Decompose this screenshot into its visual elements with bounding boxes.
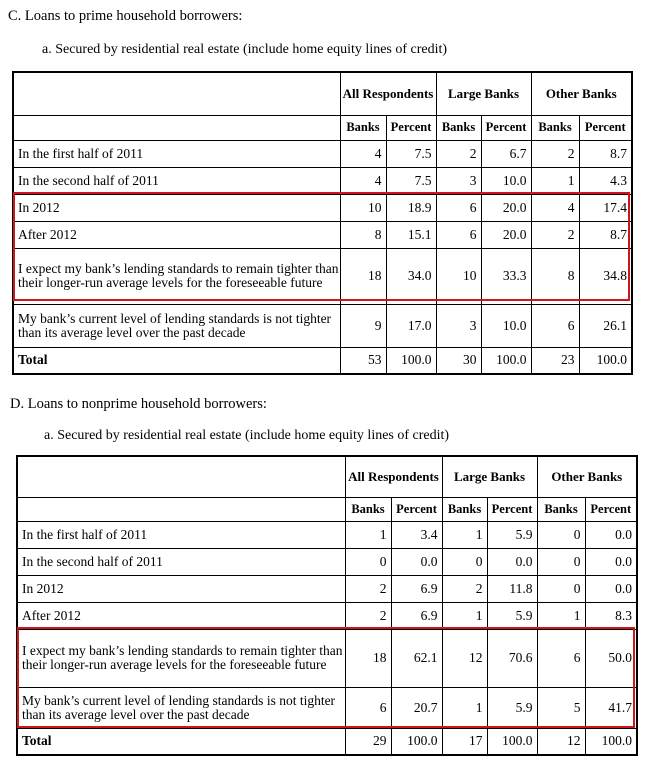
cell-value: 33.3 — [481, 248, 531, 304]
cell-value: 20.7 — [391, 687, 442, 728]
cell-value: 8 — [531, 248, 579, 304]
row-label: In the second half of 2011 — [13, 167, 340, 194]
cell-value: 100.0 — [487, 728, 537, 755]
row-label: I expect my bank’s lending standards to remain tighter than their longer-run average levels for the foreseeable future — [17, 629, 345, 687]
table-row — [13, 140, 632, 167]
col-header: Banks — [531, 115, 579, 140]
cell-value: 0 — [537, 548, 585, 575]
col-header: Banks — [340, 115, 386, 140]
cell-value: 62.1 — [391, 629, 442, 687]
cell-value: 1 — [442, 602, 487, 629]
row-label: In the first half of 2011 — [13, 140, 340, 167]
cell-value: 8.7 — [579, 140, 632, 167]
cell-value: 1 — [442, 687, 487, 728]
row-label: In 2012 — [13, 194, 340, 221]
cell-value: 5.9 — [487, 521, 537, 548]
cell-value: 18.9 — [386, 194, 436, 221]
cell-value: 3 — [436, 167, 481, 194]
section-d-subheading: a. Secured by residential real estate (include home equity lines of credit) — [44, 428, 450, 443]
group-header-large-banks: Large Banks — [442, 456, 537, 497]
cell-value: 6.7 — [481, 140, 531, 167]
col-header: Percent — [579, 115, 632, 140]
cell-value: 100.0 — [386, 347, 436, 374]
group-header-all-respondents: All Respondents — [340, 72, 436, 115]
cell-value: 6.9 — [391, 575, 442, 602]
cell-value: 20.0 — [481, 194, 531, 221]
total-row — [17, 728, 637, 755]
cell-value: 29 — [345, 728, 391, 755]
cell-value: 0.0 — [585, 575, 637, 602]
table-nonprime-borrowers — [16, 455, 638, 756]
row-label: After 2012 — [17, 602, 345, 629]
cell-value: 2 — [531, 221, 579, 248]
table-row — [17, 548, 637, 575]
cell-value: 12 — [537, 728, 585, 755]
cell-value: 70.6 — [487, 629, 537, 687]
cell-value: 0.0 — [487, 548, 537, 575]
cell-value: 11.8 — [487, 575, 537, 602]
cell-value: 18 — [340, 248, 386, 304]
cell-value: 3 — [436, 304, 481, 347]
cell-value: 2 — [531, 140, 579, 167]
cell-value: 1 — [537, 602, 585, 629]
cell-value: 2 — [436, 140, 481, 167]
cell-value: 8 — [340, 221, 386, 248]
section-c-heading: C. Loans to prime household borrowers: — [8, 8, 243, 24]
table-row — [13, 248, 632, 304]
table-row — [13, 304, 632, 347]
cell-value: 12 — [442, 629, 487, 687]
subheader-empty-cell — [13, 115, 340, 140]
table-row — [17, 687, 637, 728]
cell-value: 17.0 — [386, 304, 436, 347]
cell-value: 18 — [345, 629, 391, 687]
cell-value: 34.0 — [386, 248, 436, 304]
cell-value: 4.3 — [579, 167, 632, 194]
cell-value: 100.0 — [391, 728, 442, 755]
cell-value: 100.0 — [579, 347, 632, 374]
table-row — [13, 167, 632, 194]
col-header: Banks — [442, 497, 487, 521]
cell-value: 6 — [345, 687, 391, 728]
cell-value: 4 — [340, 140, 386, 167]
table-row — [17, 629, 637, 687]
cell-value: 10.0 — [481, 167, 531, 194]
cell-value: 10.0 — [481, 304, 531, 347]
table-row — [13, 194, 632, 221]
cell-value: 1 — [442, 521, 487, 548]
cell-value: 0.0 — [391, 548, 442, 575]
cell-value: 20.0 — [481, 221, 531, 248]
cell-value: 100.0 — [585, 728, 637, 755]
row-label: I expect my bank’s lending standards to remain tighter than their longer-run average levels for the foreseeable future — [13, 248, 340, 304]
section-c-subheading: a. Secured by residential real estate (include home equity lines of credit) — [42, 42, 448, 57]
table-prime-borrowers — [12, 71, 633, 375]
group-header-other-banks: Other Banks — [537, 456, 637, 497]
cell-value: 7.5 — [386, 167, 436, 194]
cell-value: 9 — [340, 304, 386, 347]
cell-value: 8.3 — [585, 602, 637, 629]
group-header-all-respondents: All Respondents — [345, 456, 442, 497]
cell-value: 8.7 — [579, 221, 632, 248]
cell-value: 6 — [436, 194, 481, 221]
header-empty-cell — [17, 456, 345, 497]
cell-value: 100.0 — [481, 347, 531, 374]
cell-value: 6 — [436, 221, 481, 248]
group-header-other-banks: Other Banks — [531, 72, 632, 115]
col-header: Percent — [391, 497, 442, 521]
cell-value: 10 — [436, 248, 481, 304]
cell-value: 34.8 — [579, 248, 632, 304]
row-label: My bank’s current level of lending standards is not tighter than its average level over the past decade — [17, 687, 345, 728]
cell-value: 53 — [340, 347, 386, 374]
cell-value: 5.9 — [487, 687, 537, 728]
cell-value: 5 — [537, 687, 585, 728]
cell-value: 0 — [537, 521, 585, 548]
cell-value: 0 — [442, 548, 487, 575]
cell-value: 0.0 — [585, 548, 637, 575]
col-header: Percent — [481, 115, 531, 140]
cell-value: 50.0 — [585, 629, 637, 687]
cell-value: 0.0 — [585, 521, 637, 548]
table-row — [17, 575, 637, 602]
cell-value: 4 — [531, 194, 579, 221]
table-row — [17, 602, 637, 629]
cell-value: 3.4 — [391, 521, 442, 548]
header-empty-cell — [13, 72, 340, 115]
cell-value: 5.9 — [487, 602, 537, 629]
col-header: Banks — [537, 497, 585, 521]
cell-value: 2 — [442, 575, 487, 602]
row-label: In the first half of 2011 — [17, 521, 345, 548]
cell-value: 1 — [345, 521, 391, 548]
table-row — [13, 221, 632, 248]
cell-value: 17.4 — [579, 194, 632, 221]
cell-value: 15.1 — [386, 221, 436, 248]
cell-value: 23 — [531, 347, 579, 374]
row-label-total: Total — [13, 347, 340, 374]
cell-value: 6 — [531, 304, 579, 347]
cell-value: 0 — [537, 575, 585, 602]
col-header: Percent — [386, 115, 436, 140]
cell-value: 6 — [537, 629, 585, 687]
cell-value: 7.5 — [386, 140, 436, 167]
cell-value: 30 — [436, 347, 481, 374]
cell-value: 1 — [531, 167, 579, 194]
col-header: Percent — [487, 497, 537, 521]
cell-value: 2 — [345, 602, 391, 629]
cell-value: 2 — [345, 575, 391, 602]
group-header-large-banks: Large Banks — [436, 72, 531, 115]
cell-value: 6.9 — [391, 602, 442, 629]
section-d-heading: D. Loans to nonprime household borrowers: — [10, 396, 267, 412]
cell-value: 17 — [442, 728, 487, 755]
cell-value: 10 — [340, 194, 386, 221]
row-label: In the second half of 2011 — [17, 548, 345, 575]
col-header: Banks — [345, 497, 391, 521]
cell-value: 4 — [340, 167, 386, 194]
total-row — [13, 347, 632, 374]
cell-value: 41.7 — [585, 687, 637, 728]
cell-value: 26.1 — [579, 304, 632, 347]
row-label-total: Total — [17, 728, 345, 755]
row-label: My bank’s current level of lending standards is not tighter than its average level over the past decade — [13, 304, 340, 347]
col-header: Banks — [436, 115, 481, 140]
col-header: Percent — [585, 497, 637, 521]
row-label: In 2012 — [17, 575, 345, 602]
table-row — [17, 521, 637, 548]
row-label: After 2012 — [13, 221, 340, 248]
subheader-empty-cell — [17, 497, 345, 521]
cell-value: 0 — [345, 548, 391, 575]
